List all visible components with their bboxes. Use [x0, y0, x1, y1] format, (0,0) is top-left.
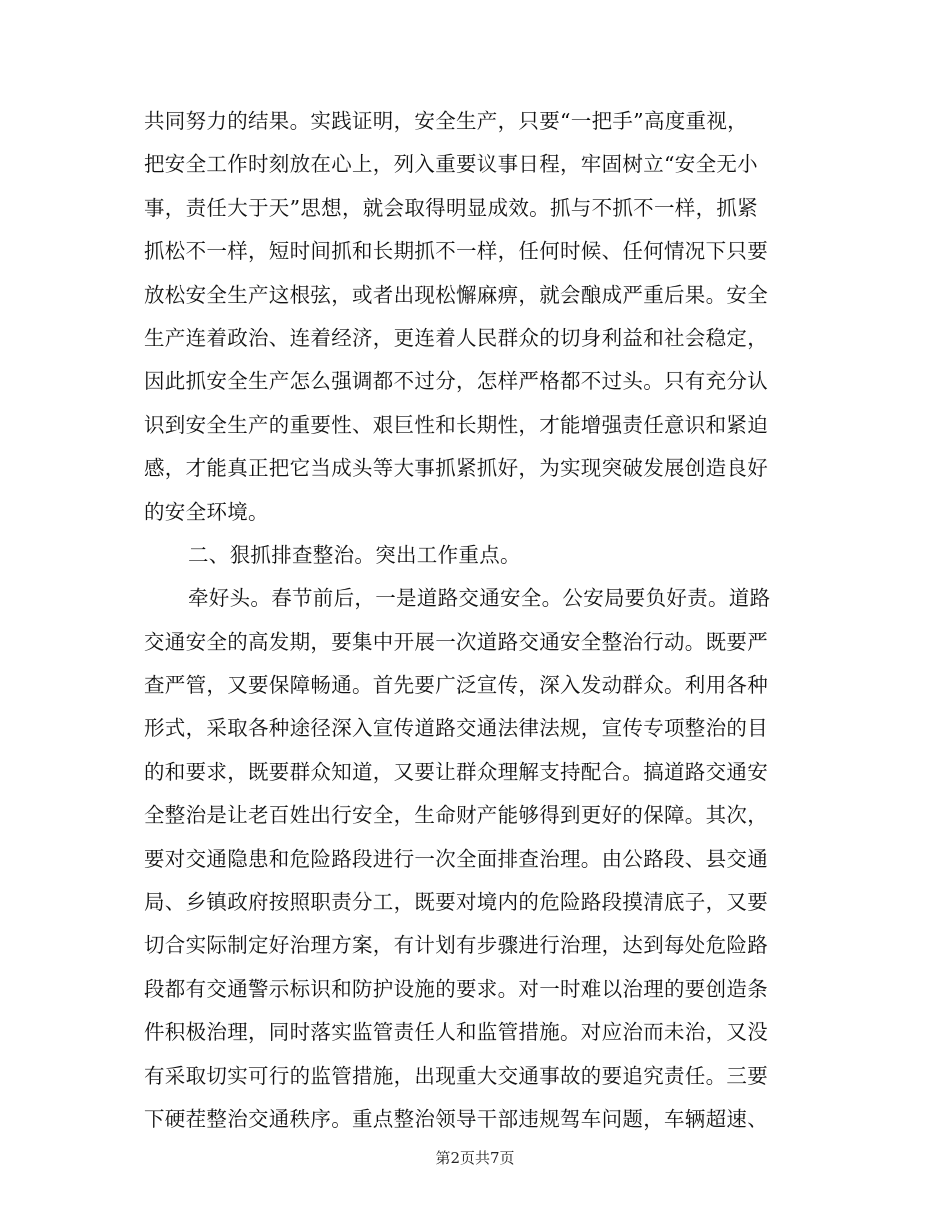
text-line: 放松安全生产这根弦，或者出现松懈麻痹，就会酿成严重后果。安全 [144, 282, 768, 307]
text-line: 件积极治理，同时落实监管责任人和监管措施。对应治而未治，又没 [144, 1020, 768, 1045]
text-line: 牵好头。春节前后，一是道路交通安全。公安局要负好责。道路 [188, 586, 771, 611]
text-line: 局、乡镇政府按照职责分工，既要对境内的危险路段摸清底子，又要 [144, 890, 768, 915]
text-line: 把安全工作时刻放在心上，列入重要议事日程，牢固树立“安全无小 [144, 152, 758, 177]
text-line: 有采取切实可行的监管措施，出现重大交通事故的要追究责任。三要 [144, 1063, 768, 1088]
text-line: 段都有交通警示标识和防护设施的要求。对一时难以治理的要创造条 [144, 976, 768, 1001]
text-line: 生产连着政治、连着经济，更连着人民群众的切身利益和社会稳定， [144, 325, 768, 350]
text-line: 形式，采取各种途径深入宣传道路交通法律法规，宣传专项整治的目 [144, 716, 768, 741]
text-line: 因此抓安全生产怎么强调都不过分，怎样严格都不过头。只有充分认 [144, 369, 768, 394]
text-line: 共同努力的结果。实践证明，安全生产，只要“一把手”高度重视， [144, 109, 748, 133]
text-line: 交通安全的高发期，要集中开展一次道路交通安全整治行动。既要严 [144, 629, 768, 654]
text-line: 要对交通隐患和危险路段进行一次全面排查治理。由公路段、县交通 [144, 846, 768, 871]
text-line: 下硬茬整治交通秩序。重点整治领导干部违规驾车问题，车辆超速、 [144, 1106, 768, 1131]
page-number: 第2页共7页 [435, 1149, 515, 1167]
text-line: 的安全环境。 [144, 499, 269, 524]
document-body [144, 100, 784, 1141]
text-line: 识到安全生产的重要性、艰巨性和长期性，才能增强责任意识和紧迫 [144, 412, 768, 437]
text-line: 事，责任大于天”思想，就会取得明显成效。抓与不抓不一样，抓紧 [144, 195, 758, 220]
text-line: 的和要求，既要群众知道，又要让群众理解支持配合。搞道路交通安 [144, 759, 768, 784]
section-heading: 二、狠抓排查整治。突出工作重点。 [188, 542, 521, 567]
text-line: 查严管，又要保障畅通。首先要广泛宣传，深入发动群众。利用各种 [144, 673, 768, 698]
text-line: 抓松不一样，短时间抓和长期抓不一样，任何时候、任何情况下只要 [144, 239, 768, 264]
text-line: 切合实际制定好治理方案，有计划有步骤进行治理，达到每处危险路 [144, 933, 768, 958]
text-line: 全整治是让老百姓出行安全，生命财产能够得到更好的保障。其次， [144, 803, 768, 828]
text-line: 感，才能真正把它当成头等大事抓紧抓好，为实现突破发展创造良好 [144, 456, 768, 481]
